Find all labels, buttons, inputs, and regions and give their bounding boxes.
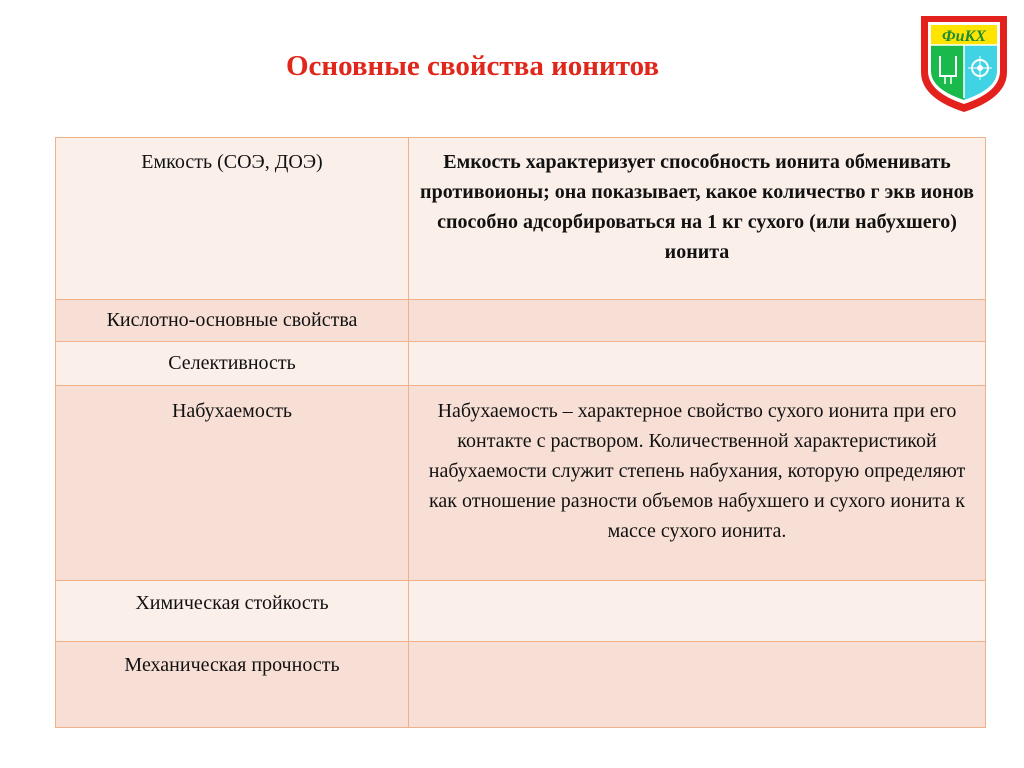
property-description-cell — [409, 300, 986, 342]
table-row — [56, 300, 986, 342]
table-row — [56, 138, 986, 300]
shield-emblem-icon — [918, 10, 1010, 114]
table-row — [56, 342, 986, 386]
logo-lettering: ФиКХ — [941, 28, 987, 45]
property-name-cell: Набухаемость — [56, 386, 409, 581]
property-description-cell — [409, 642, 986, 728]
table-row — [56, 386, 986, 581]
property-name-cell: Механическая прочность — [56, 642, 409, 728]
table-row — [56, 642, 986, 728]
property-description-cell — [409, 581, 986, 642]
property-name-cell: Емкость (СОЭ, ДОЭ) — [56, 138, 409, 300]
table-row — [56, 581, 986, 642]
faculty-logo — [918, 10, 1010, 114]
property-description-cell: Емкость характеризует способность ионита обменивать противоионы; она показывает, какое количество г экв ионов способно адсорбироваться на 1 кг сухого (или набухшего) ионита — [409, 138, 986, 300]
property-description-cell: Набухаемость – характерное свойство сухого ионита при его контакте с раствором. Количественной характеристикой набухаемости служит степень набухания, которую определяют как отношение разности объемов набухшего и сухого ионита к массе сухого ионита. — [409, 386, 986, 581]
property-name-cell: Химическая стойкость — [56, 581, 409, 642]
slide-title: Основные свойства ионитов — [285, 50, 660, 82]
property-name-cell: Селективность — [56, 342, 409, 386]
property-name-cell: Кислотно-основные свойства — [56, 300, 409, 342]
property-description-cell — [409, 342, 986, 386]
properties-table — [55, 137, 986, 728]
